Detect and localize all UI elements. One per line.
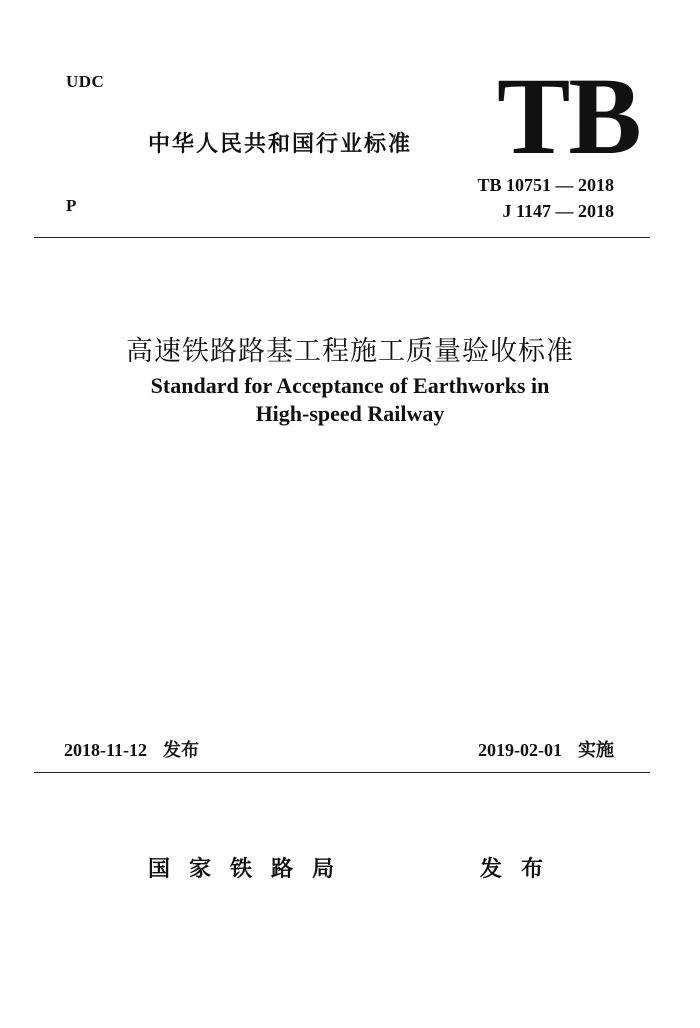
tb-logo: TB <box>497 55 640 177</box>
udc-label: UDC <box>66 72 105 91</box>
implementation-date: 2019-02-01 <box>478 740 562 760</box>
issue-label: 发布 <box>163 740 199 761</box>
standard-category: 中华人民共和国行业标准 <box>148 132 413 157</box>
implementation-label: 实施 <box>578 740 614 761</box>
classification-code: P <box>66 196 77 215</box>
standard-number: TB 10751 — 2018 <box>477 175 614 195</box>
issue-date-block <box>64 736 199 762</box>
issue-date: 2018-11-12 <box>64 740 147 760</box>
filing-number: J 1147 — 2018 <box>502 201 614 221</box>
top-divider <box>34 237 650 238</box>
title-chinese: 高速铁路路基工程施工质量验收标准 <box>126 336 574 367</box>
title-english-line1: Standard for Acceptance of Earthworks in <box>150 373 550 398</box>
title-english <box>0 372 700 428</box>
implementation-date-block <box>478 736 614 762</box>
publisher-name: 国家铁路局 <box>148 857 354 882</box>
standard-numbers <box>477 172 614 224</box>
publish-label: 发布 <box>480 857 563 882</box>
title-english-line2: High-speed Railway <box>255 401 445 426</box>
bottom-divider <box>34 772 650 773</box>
